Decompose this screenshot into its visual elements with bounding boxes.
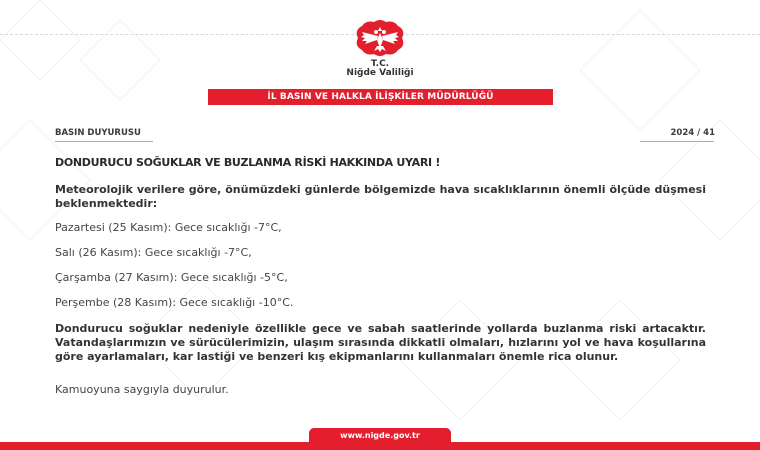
document-type-underline: [55, 141, 153, 142]
org-name: Niğde Valiliği: [346, 68, 414, 78]
document-type: BASIN DUYURUSU: [55, 128, 141, 138]
document-number-underline: [640, 141, 714, 142]
document-number: 2024 / 41: [670, 128, 715, 138]
website-link[interactable]: www.nigde.gov.tr: [309, 428, 451, 444]
forecast-item: Perşembe (28 Kasım): Gece sıcaklığı -10°C.: [55, 296, 294, 309]
org-prefix: T.C.: [370, 59, 390, 69]
closing-statement: Kamuoyuna saygıyla duyurulur.: [55, 383, 229, 396]
forecast-item: Çarşamba (27 Kasım): Gece sıcaklığı -5°C,: [55, 271, 288, 284]
double-headed-eagle-emblem-icon: [350, 18, 410, 58]
department-banner: İL BASIN VE HALKLA İLİŞKİLER MÜDÜRLÜĞÜ: [208, 89, 553, 105]
warning-paragraph: Dondurucu soğuklar nedeniyle özellikle gece ve sabah saatlerinde yollarda buzlanma riski artacaktır. Vatandaşlarımızın ve sürücülerimizin, ulaşım sırasında dikkatli olmaları, hızlarını yol ve hava koşullarına göre ayarlamaları, kar lastiği ve benzeri kış ekipmanlarını kullanmaları önemle rica olunur.: [55, 322, 706, 363]
announcement-title: DONDURUCU SOĞUKLAR VE BUZLANMA RİSKİ HAKKINDA UYARI !: [55, 156, 441, 169]
forecast-item: Salı (26 Kasım): Gece sıcaklığı -7°C,: [55, 246, 252, 259]
intro-paragraph: Meteorolojik verilere göre, önümüzdeki günlerde bölgemizde hava sıcaklıklarının önemli ölçüde düşmesi beklenmektedir:: [55, 183, 706, 210]
forecast-item: Pazartesi (25 Kasım): Gece sıcaklığı -7°C,: [55, 221, 282, 234]
